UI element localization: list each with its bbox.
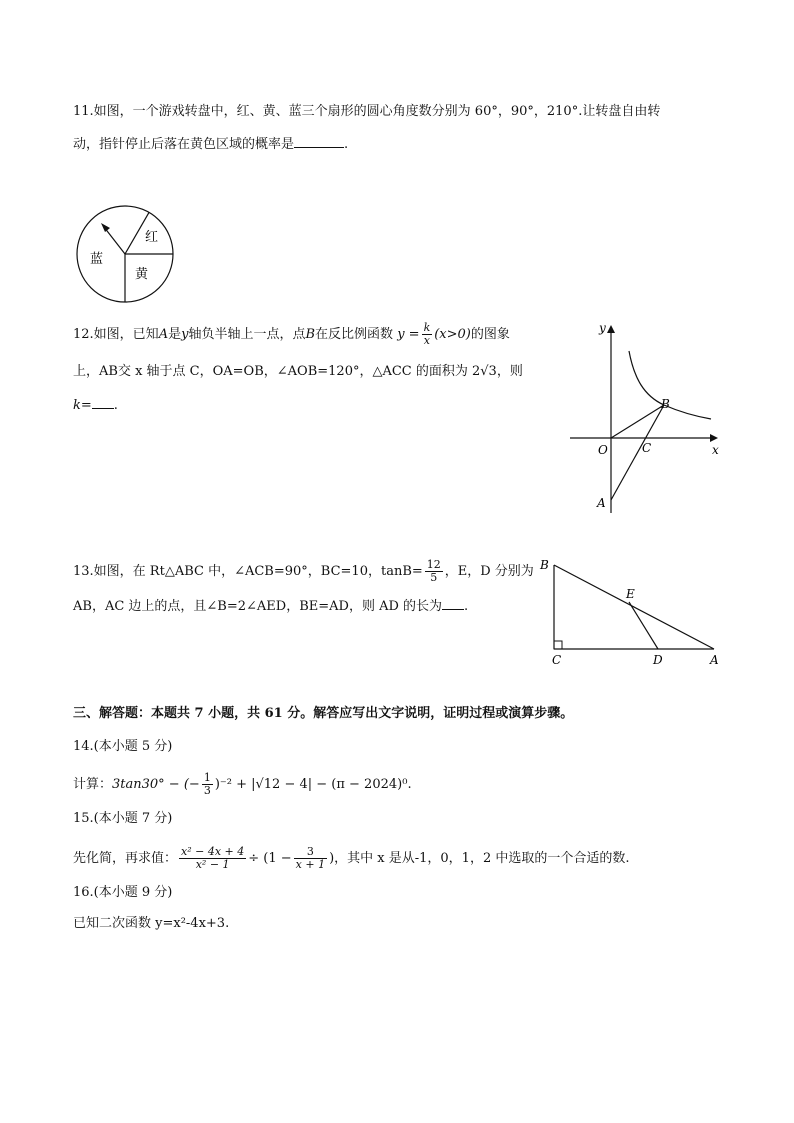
segment-ED	[629, 602, 658, 649]
one-third-fraction: $\frac{1}{3}$	[203, 771, 211, 797]
q13-line2: AB，AC 边上的点，且∠B=2∠AED，BE=AD，则 AD 的长为 .	[73, 599, 469, 614]
section-3-heading: 三、解答题：本题共 7 小题，共 61 分。解答应写出文字说明，证明过程或演算步骤。	[73, 706, 574, 721]
q16-body: 已知二次函数 y=x²-4x+3.	[73, 916, 230, 931]
label-x: x	[712, 443, 719, 457]
q11-line2	[73, 135, 348, 154]
answer-blank	[442, 597, 464, 610]
label-A: A	[597, 496, 606, 510]
label-B: B	[661, 397, 670, 411]
k-over-x-fraction: $\frac{k}{x}$	[423, 321, 431, 347]
expression-fraction-2: $\frac{3}{x + 1}$	[295, 845, 326, 871]
segment-AB	[611, 405, 664, 500]
expression-fraction-1: $\frac{\text{x² − 4x + 4}}{\text{x² − 1}}$	[181, 845, 245, 871]
q11-line1: 11.如图，一个游戏转盘中，红、黄、蓝三个扇形的圆心角度数分别为 60°，90°，210°.让转盘自由转	[73, 104, 661, 119]
x-axis-arrow-icon	[710, 434, 718, 442]
label-yellow: 黄	[135, 267, 149, 282]
side-AB	[554, 565, 714, 649]
tan-fraction: $\frac{12}{5}$	[426, 558, 441, 584]
q11-line2-text: 动，指针停止后落在黄色区域的概率是	[73, 137, 295, 152]
label-C: C	[552, 653, 562, 667]
q14-body: 计算：3tan30° − (− $\frac{1}{3}$ )⁻² + |√12 − 4| − (π − 2024)⁰.	[73, 771, 412, 797]
spinner-wheel-figure	[74, 205, 176, 307]
answer-blank	[92, 396, 114, 409]
right-triangle-figure	[536, 555, 726, 670]
q12-line2: 上，AB交 x 轴于点 C，OA=OB，∠AOB=120°，△ACC 的面积为 2√3，则	[73, 364, 523, 379]
q15-title: 15.(本小题 7 分)	[73, 811, 173, 826]
segment-OB	[611, 405, 664, 438]
label-D: D	[653, 653, 663, 667]
q16-title: 16.(本小题 9 分)	[73, 885, 173, 900]
label-blue: 蓝	[90, 252, 104, 267]
right-angle-mark	[554, 641, 562, 649]
label-y: y	[599, 321, 606, 335]
q13-line1: 13.如图，在 Rt△ABC 中，∠ACB=90°，BC=10，tanB= $\frac{12}{5}$ ，E，D 分别为	[73, 558, 534, 584]
spinner-pointer	[104, 227, 125, 254]
inverse-function-graph	[568, 318, 728, 518]
q11-period: .	[344, 137, 349, 152]
label-A: A	[710, 653, 719, 667]
q14-title: 14.(本小题 5 分)	[73, 739, 173, 754]
y-axis-arrow-icon	[607, 325, 615, 333]
label-B: B	[540, 558, 549, 572]
label-red: 红	[145, 230, 159, 245]
hyperbola-curve	[629, 351, 711, 419]
answer-blank	[294, 135, 344, 148]
q12-line3: k= .	[73, 398, 118, 413]
label-C: C	[642, 441, 652, 455]
label-E: E	[626, 587, 635, 601]
label-O: O	[598, 443, 608, 457]
arrow-head-icon	[101, 223, 110, 232]
q12-line1: 12.如图，已知A是y轴负半轴上一点，点B在反比例函数 y = $\frac{k}{x}$ (x>0)的图象	[73, 321, 510, 347]
q15-body: 先化简，再求值： $\frac{\text{x² − 4x + 4}}{\text{x² − 1}}$ ÷ (1 − $\frac{3}{x + 1}$ )，其中 x 是从-1，0，1，2 中选取的一个合适的数.	[73, 845, 630, 871]
